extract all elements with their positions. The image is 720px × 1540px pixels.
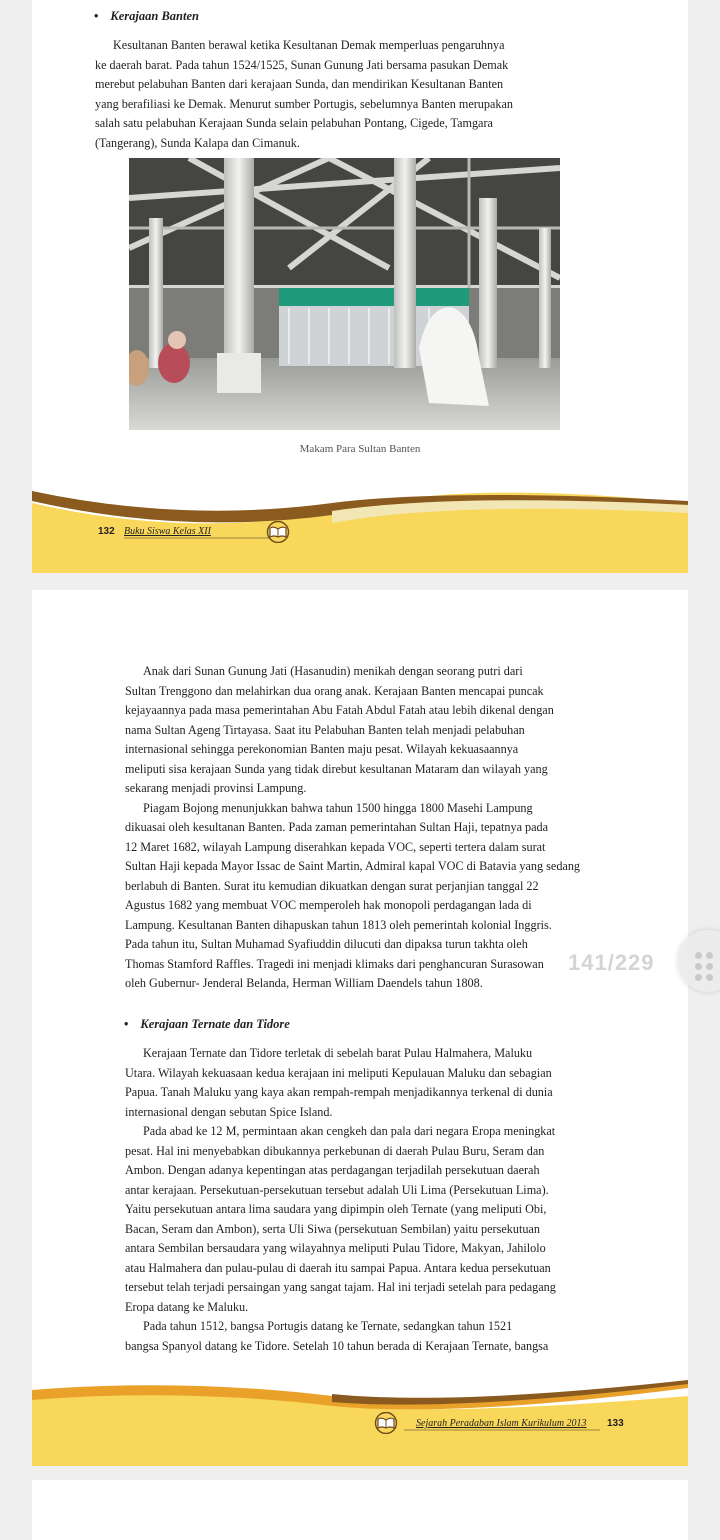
tomb-photo: [129, 158, 560, 430]
text-line: internasional dengan sebutan Spice Island.: [125, 1104, 333, 1119]
banten-paragraph: [95, 36, 595, 153]
text-line: Pada tahun itu, Sultan Muhamad Syafiuddin dilucuti dan dipaksa turun takhta oleh: [125, 937, 528, 951]
text-line: Piagam Bojong menunjukkan bahwa tahun 1500 hingga 1800 Masehi Lampung: [143, 800, 533, 815]
text-line: Anak dari Sunan Gunung Jati (Hasanudin) menikah dengan seorang putri dari: [143, 664, 523, 678]
text-line: Pada tahun 1512, bangsa Portugis datang ke Ternate, sedangkan tahun 1521: [143, 1319, 513, 1333]
text-line: Bacan, Seram dan Ambon), serta Uli Siwa (persekutuan Sembilan) yaitu persekutuan: [125, 1221, 540, 1236]
text-line: Ambon. Dengan adanya kepentingan atas perdagangan terjadilah persekutuan daerah: [125, 1163, 540, 1177]
page-133: [32, 590, 688, 1466]
section-heading-banten: • Kerajaan Banten: [94, 9, 199, 23]
text-line: Kerajaan Ternate dan Tidore terletak di sebelah barat Pulau Halmahera, Maluku: [143, 1046, 533, 1060]
text-line: Utara. Wilayah kekuasaan kedua kerajaan ini meliputi Kepulauan Maluku dan sebagian: [125, 1065, 552, 1080]
text-line: (Tangerang), Sunda Kalapa dan Cimanuk.: [95, 135, 300, 150]
text-line: atau Halmahera dan pulau-pulau di daerah itu sampai Papua. Antara kedua persekutuan: [125, 1260, 551, 1275]
section-heading-ternate-tidore: • Kerajaan Ternate dan Tidore: [124, 1017, 290, 1031]
grip-dot: [695, 952, 702, 959]
text-line: merebut pelabuhan Banten dari kerajaan Sunda, dan mendirikan Kesultanan Banten: [95, 77, 504, 91]
text-line: antar kerajaan. Persekutuan-persekutuan tersebut adalah Uli Lima (Persekutuan Lima).: [125, 1182, 549, 1197]
text-line: antara Sembilan bersaudara yang wilayahnya meliputi Pulau Tidore, Makyan, Jahilolo: [125, 1241, 546, 1255]
text-line: pesat. Hal ini menyebabkan dibukannya perkebunan di daerah Pulau Buru, Seram dan: [125, 1143, 545, 1158]
bullet-icon: •: [124, 1017, 129, 1031]
page-number: 132: [98, 526, 115, 537]
text-line: yang berafiliasi ke Demak. Menurut sumber Portugis, sebelumnya Banten merupakan: [95, 96, 513, 111]
text-line: sekarang menjadi provinsi Lampung.: [125, 781, 307, 795]
page-footer: [32, 1376, 688, 1466]
text-line: oleh Gubernur- Jenderal Belanda, Herman William Daendels tahun 1808.: [125, 976, 483, 990]
text-line: Agustus 1682 yang membuat VOC memperoleh hak monopoli perdagangan lada di: [125, 898, 532, 912]
text-line: Lampung. Kesultanan Banten dihapuskan tahun 1813 oleh pemerintah kolonial Inggris.: [125, 917, 552, 932]
text-line: dikuasai oleh kesultanan Banten. Pada zaman pemerintahan Sultan Haji, tepatnya pada: [125, 820, 549, 834]
text-line: tersebut telah terjadi persaingan yang sangat tajam. Hal ini terjadi setelah para pedagang: [125, 1280, 556, 1294]
photo-caption: Makam Para Sultan Banten: [299, 443, 421, 455]
text-line: bangsa Spanyol datang ke Tidore. Setelah 10 tahun berada di Kerajaan Ternate, bangsa: [125, 1338, 549, 1353]
open-book-icon: [264, 521, 292, 543]
text-line: meliputi sisa kerajaan Sunda yang tidak direbut kesultanan Mataram dan wilayah yang: [125, 761, 548, 776]
page-132: [32, 0, 688, 573]
page-number: 133: [607, 1418, 624, 1429]
footer-wave-decoration: [32, 1376, 688, 1466]
text-line: salah satu pelabuhan Kerajaan Sunda selain pelabuhan Pontang, Cigede, Tamgara: [95, 116, 493, 130]
text-line: nama Sultan Ageng Tirtayasa. Saat itu Pelabuhan Banten telah menjadi pelabuhan: [125, 722, 525, 737]
grip-dot: [706, 952, 713, 959]
tomb-photo-illustration: [129, 158, 560, 430]
text-line: Sultan Trenggono dan melahirkan dua orang anak. Kerajaan Banten mencapai puncak: [125, 683, 544, 698]
text-line: Pada abad ke 12 M, permintaan akan cengkeh dan pala dari negara Eropa meningkat: [143, 1124, 556, 1138]
book-title: Sejarah Peradaban Islam Kurikulum 2013: [416, 1418, 587, 1429]
banten-paragraph-continued: [125, 662, 625, 994]
text-line: Sultan Haji kepada Mayor Issac de Saint Martin, Admiral kapal VOC di Batavia yang sedang: [125, 859, 581, 873]
next-page-edge: [32, 1480, 688, 1540]
text-line: Eropa datang ke Maluku.: [125, 1299, 249, 1314]
text-line: Thomas Stamford Raffles. Tragedi ini menjadi klimaks dari penghancuran Surasowan: [125, 956, 544, 971]
grip-dot: [706, 963, 713, 970]
text-line: internasional sehingga perekonomian Banten maju pesat. Wilayah kekuasaannya: [125, 742, 519, 756]
text-line: berlabuh di Banten. Surat itu kemudian dikuatkan dengan surat perjanjian tanggal 22: [125, 878, 539, 893]
text-line: Yaitu persekutuan antara lima saudara yang dipimpin oleh Ternate (yang meliputi Obi,: [125, 1202, 547, 1216]
text-line: 12 Maret 1682, wilayah Lampung diserahkan kepada VOC, seperti tertera dalam surat: [125, 839, 546, 854]
grip-dot: [695, 974, 702, 981]
text-line: Kesultanan Banten berawal ketika Kesultanan Demak memperluas pengaruhnya: [113, 38, 505, 52]
text-line: ke daerah barat. Pada tahun 1524/1525, Sunan Gunung Jati bersama pasukan Demak: [95, 57, 509, 72]
ternate-paragraph: [125, 1044, 625, 1356]
grip-dot: [706, 974, 713, 981]
book-title: Buku Siswa Kelas XII: [124, 526, 211, 537]
page-indicator: 141/229: [568, 950, 655, 975]
page-footer: [32, 483, 688, 573]
bullet-icon: •: [94, 9, 99, 23]
open-book-icon: [372, 1412, 400, 1434]
text-line: kejayaannya pada masa pemerintahan Abu Fatah Abdul Fatah atau lebih dikenal dengan: [125, 703, 554, 717]
grip-dot: [695, 963, 702, 970]
text-line: Papua. Tanah Maluku yang kaya akan rempah-rempah menjadikannya terkenal di dunia: [125, 1085, 553, 1099]
